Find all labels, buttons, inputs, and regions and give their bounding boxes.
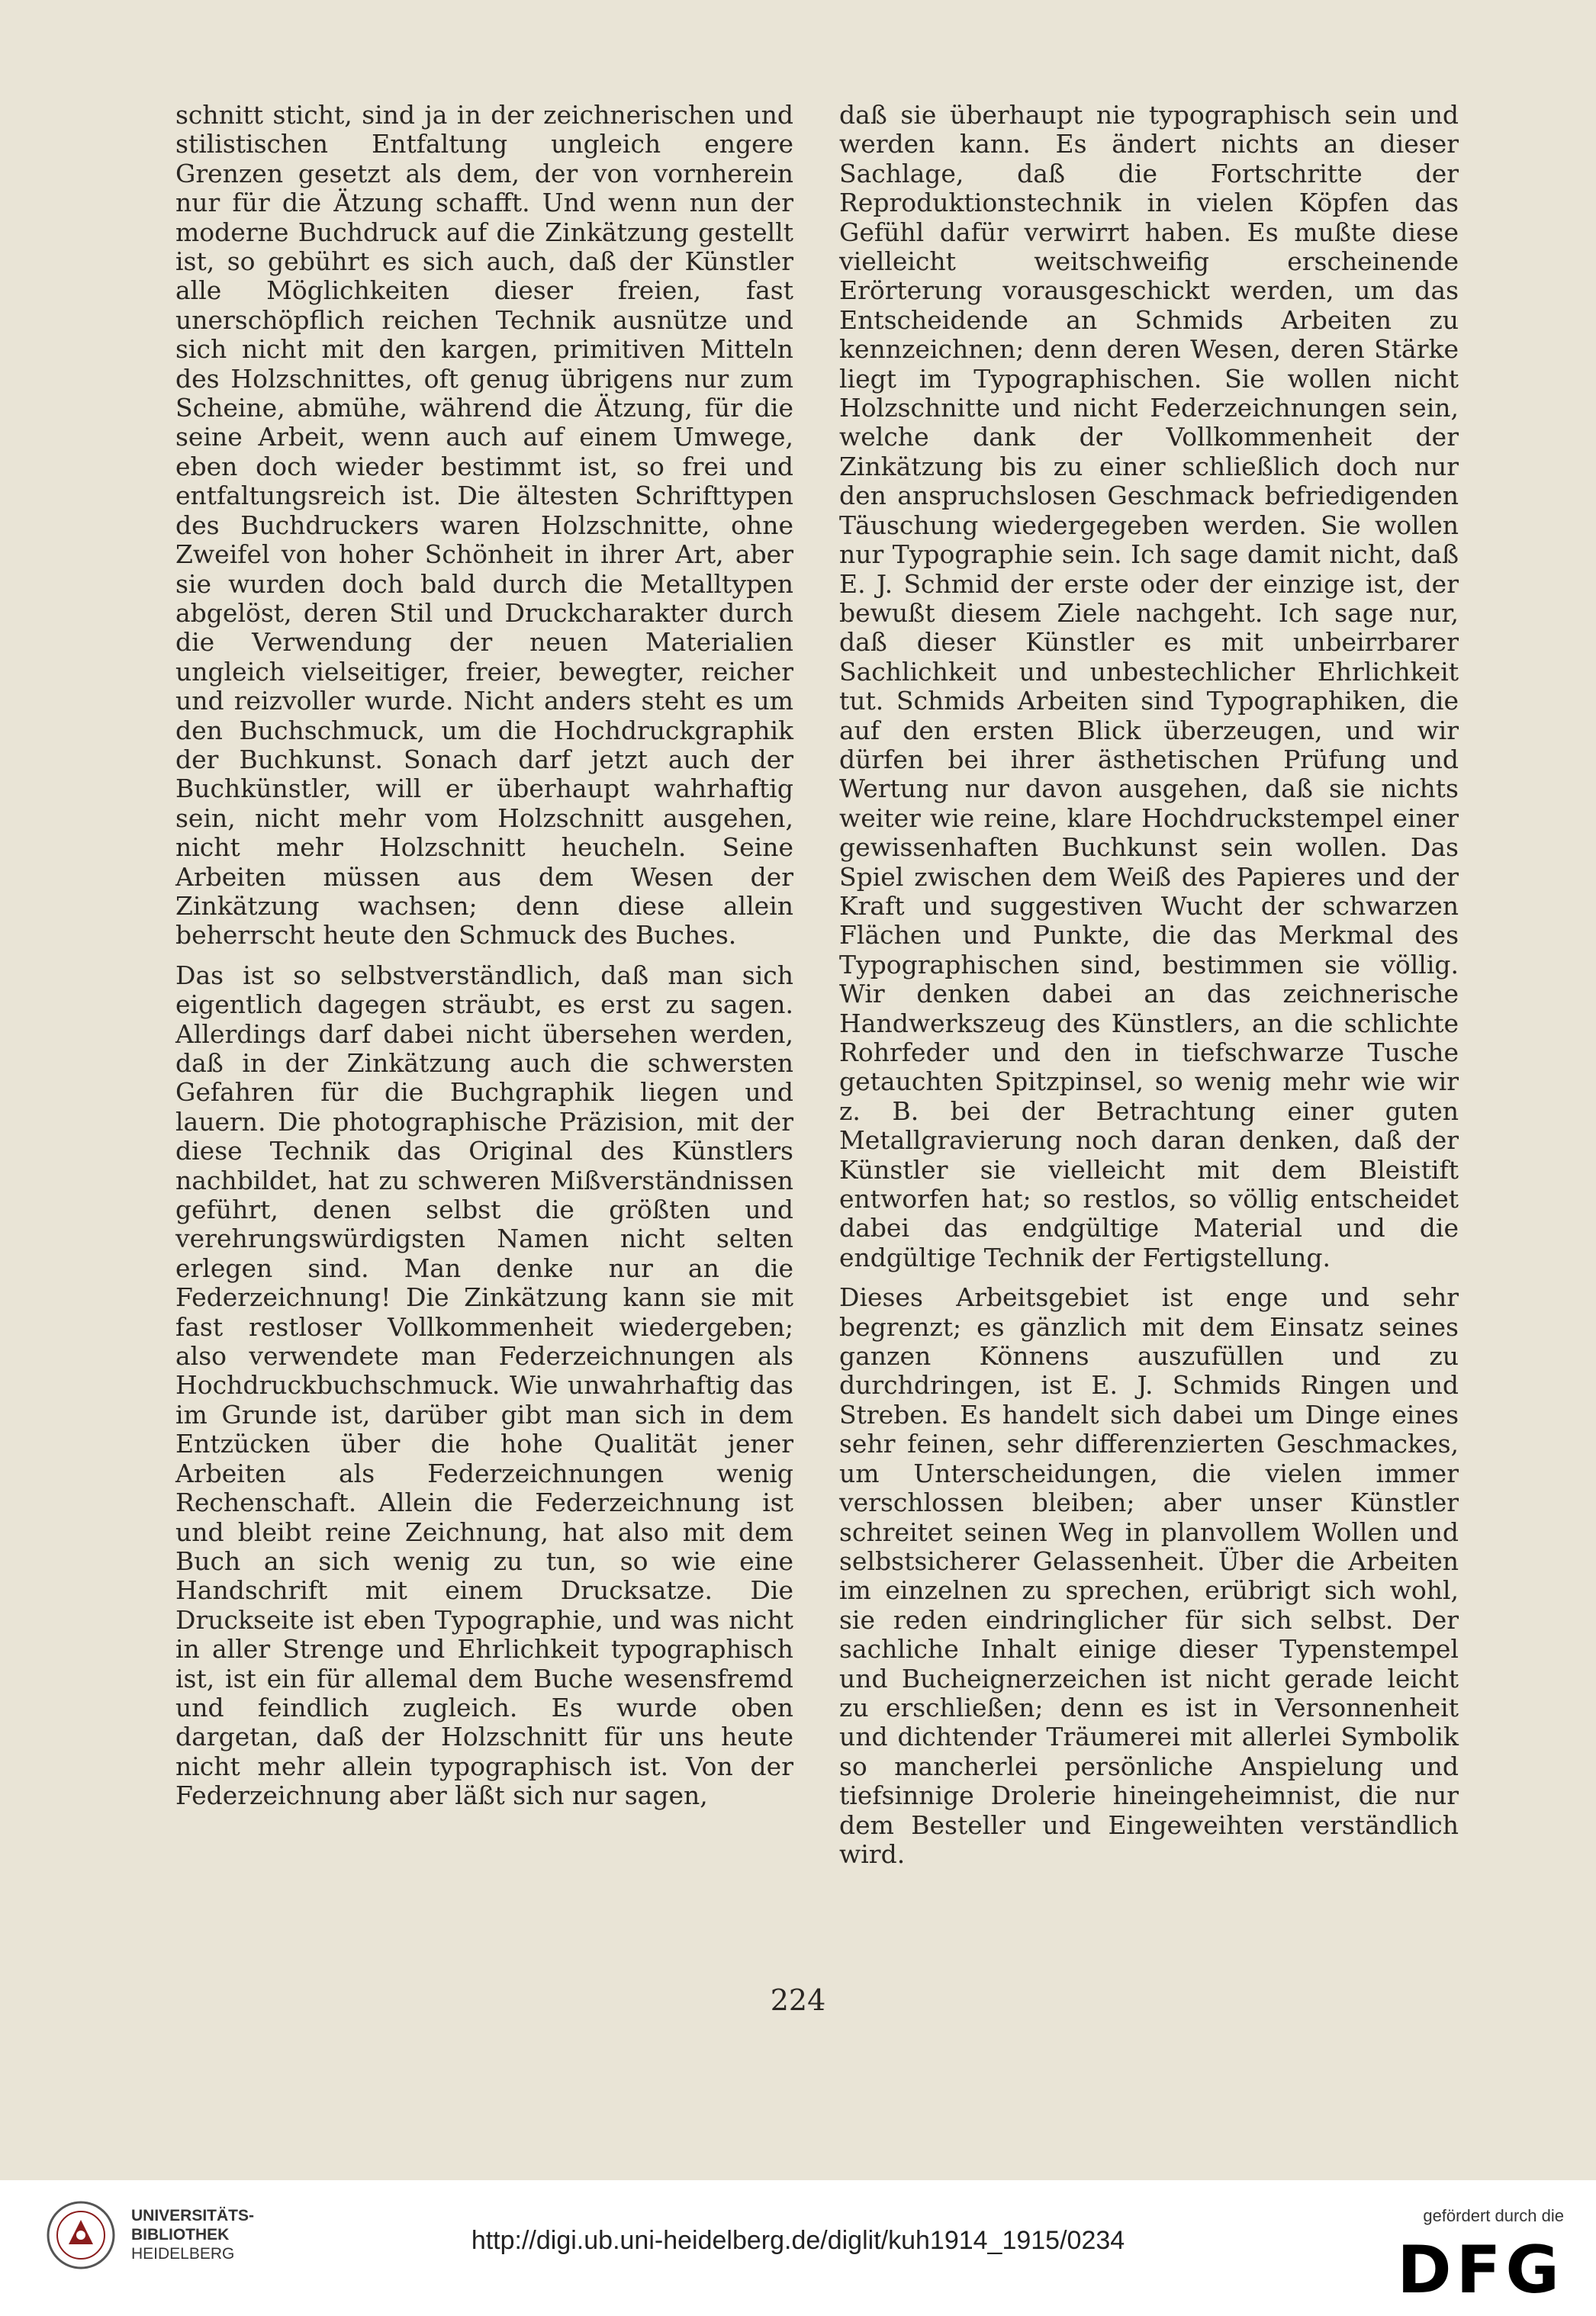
footer-bar (0, 2180, 1596, 2316)
library-name-line: HEIDELBERG (131, 2245, 235, 2263)
library-name-line: BIBLIOTHEK (131, 2226, 230, 2244)
source-url-link[interactable]: http://digi.ub.uni-heidelberg.de/diglit/kuh1914_1915/0234 (471, 2226, 1125, 2255)
paragraph: Das ist so selbstverständlich, daß man sich eigentlich dagegen sträubt, es erst zu sagen. Allerdings darf dabei nicht übersehen werden, daß in der Zinkätzung auch die schwersten Gefahren für die Buchgraphik liegen und lauern. Die photographische Präzision, mit der diese Technik das Original des Künstlers nachbildet, hat zu schweren Mißverständnissen geführt, denen selbst die größten und verehrungswürdigsten Namen nicht selten erlegen sind. Man denke nur an die Federzeichnung! Die Zinkätzung kann sie mit fast restloser Vollkommenheit wiedergeben; also verwendete man Federzeichnungen als Hochdruckbuchschmuck. Wie unwahrhaftig das im Grunde ist, darüber gibt man sich in dem Entzücken über die hohe Qualität jener Arbeiten als Federzeichnungen wenig Rechenschaft. Allein die Federzeichnung ist und bleibt reine Zeichnung, hat also mit dem Buch an sich wenig zu tun, so wie eine Handschrift mit einem Drucksatze. Die Druckseite ist eben Typographie, und was nicht in aller Strenge und Ehrlichkeit typographisch ist, ist ein für allemal dem Buche wesensfremd und feindlich zugleich. Es wurde oben dargetan, daß der Holzschnitt für uns heute nicht mehr allein typographisch ist. Von der Federzeichnung aber läßt sich nur sagen, (175, 960, 793, 1811)
dfg-logo: DFG (1397, 2232, 1564, 2308)
library-name-line: UNIVERSITÄTS- (131, 2207, 255, 2224)
paragraph: Dieses Arbeitsgebiet ist enge und sehr begrenzt; es gänzlich mit dem Einsatz seines ganzen Könnens auszufüllen und zu durchdringen, ist E. J. Schmids Ringen und Streben. Es handelt sich dabei um Dinge eines sehr feinen, sehr differenzierten Geschmackes, um Unterscheidungen, die vielen immer verschlossen bleiben; aber unser Künstler schreitet seinen Weg in planvollem Wollen und selbstsicherer Gelassenheit. Über die Arbeiten im einzelnen zu sprechen, erübrigt sich wohl, sie reden eindringlicher für sich selbst. Der sachliche Inhalt einige dieser Typenstempel und Bucheignerzeichen ist nicht gerade leicht zu erschließen; denn es ist in Versonnenheit und dichtender Träumerei mit allerlei Symbolik so mancherlei persönliche Anspielung und tiefsinnige Drolerie hineingeheimnist, die nur dem Besteller und Eingeweihten verständlich wird. (839, 1282, 1459, 1869)
page-number: 224 (770, 1983, 826, 2017)
text-column-right (839, 101, 1459, 1880)
text-column-left (175, 101, 793, 1822)
paragraph: daß sie überhaupt nie typographisch sein und werden kann. Es ändert nichts an dieser Sachlage, daß die Fortschritte der Reproduktionstechnik in vielen Köpfen das Gefühl dafür verwirrt haben. Es mußte diese vielleicht weitschweifig erscheinende Erörterung vorausgeschickt werden, um das Entscheidende an Schmids Arbeiten zu kennzeichnen; denn deren Wesen, deren Stärke liegt im Typographischen. Sie wollen nicht Holzschnitte und nicht Federzeichnungen sein, welche dank der Vollkommenheit der Zinkätzung bis zu einer schließlich doch nur den anspruchslosen Geschmack befriedigenden Täuschung wiedergegeben werden. Sie wollen nur Typographie sein. Ich sage damit nicht, daß E. J. Schmid der erste oder der einzige ist, der bewußt diesem Ziele nachgeht. Ich sage nur, daß dieser Künstler es mit unbeirrbarer Sachlichkeit und unbestechlicher Ehrlichkeit tut. Schmids Arbeiten sind Typographiken, die auf den ersten Blick überzeugen, und wir dürfen bei ihrer ästhetischen Prüfung und Wertung nur davon ausgehen, daß sie nichts weiter wie reine, klare Hochdruckstempel einer gewissenhaften Buchkunst sein wollen. Das Spiel zwischen dem Weiß des Papieres und der Kraft und suggestiven Wucht der schwarzen Flächen und Punkte, die das Merkmal des Typographischen sind, bestimmen sie völlig. Wir denken dabei an das zeichnerische Handwerkszeug des Künstlers, an die schlichte Rohrfeder und den in tiefschwarze Tusche getauchten Spitzpinsel, so wenig mehr wie wir z. B. bei der Betrachtung einer guten Metallgravierung noch daran denken, daß der Künstler sie vielleicht mit dem Bleistift entworfen hat; so restlos, so völlig entscheidet dabei das endgültige Material und die endgültige Technik der Fertigstellung. (839, 100, 1459, 1272)
funding-label: gefördert durch die (1423, 2206, 1564, 2225)
paragraph: schnitt sticht, sind ja in der zeichnerischen und stilistischen Entfaltung ungleich engere Grenzen gesetzt als dem, der von vornherein nur für die Ätzung schafft. Und wenn nun der moderne Buchdruck auf die Zinkätzung gestellt ist, so gebührt es sich auch, daß der Künstler alle Möglichkeiten dieser freien, fast unerschöpflich reichen Technik ausnütze und sich nicht mit den kargen, primitiven Mitteln des Holzschnittes, oft genug übrigens nur zum Scheine, abmühe, während die Ätzung, für die seine Arbeit, wenn auch auf einem Umwege, eben doch wieder bestimmt ist, so frei und entfaltungsreich ist. Die ältesten Schrifttypen des Buchdruckers waren Holzschnitte, ohne Zweifel von hoher Schönheit in ihrer Art, aber sie wurden doch bald durch die Metalltypen abgelöst, deren Stil und Druckcharakter durch die Verwendung der neuen Materialien ungleich vielseitiger, freier, bewegter, reicher und reizvoller wurde. Nicht anders steht es um den Buchschmuck, um die Hochdruckgraphik der Buchkunst. Sonach darf jetzt auch der Buchkünstler, will er überhaupt wahrhaftig sein, nicht mehr vom Holzschnitt ausgehen, nicht mehr Holzschnitt heucheln. Seine Arbeiten müssen aus dem Wesen der Zinkätzung wachsen; denn diese allein beherrscht heute den Schmuck des Buches. (175, 100, 793, 951)
